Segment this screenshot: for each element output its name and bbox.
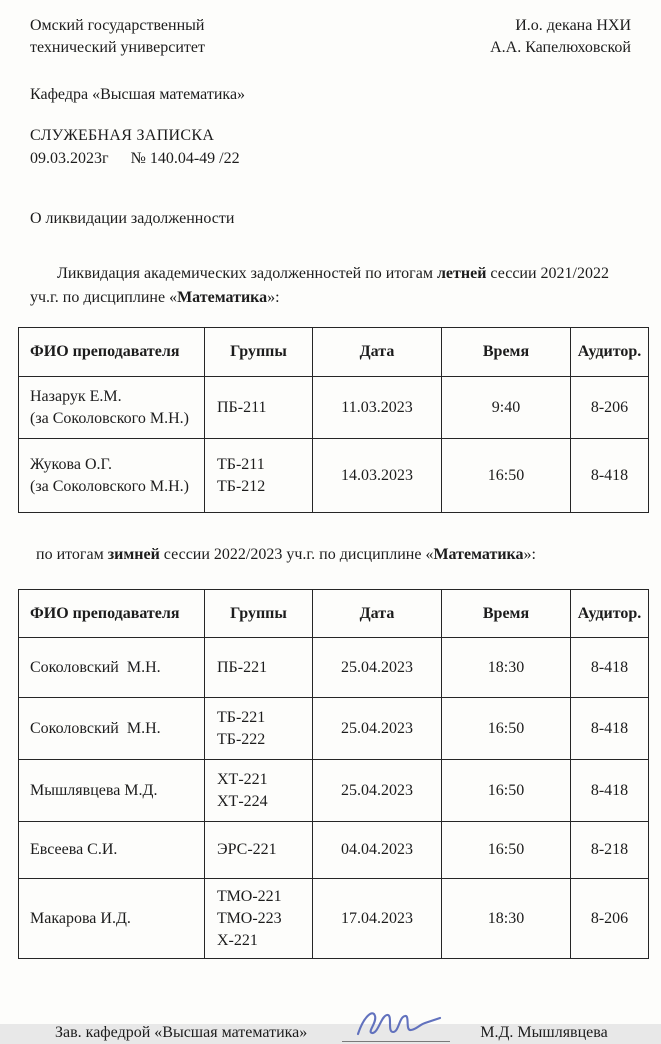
fio-line: (за Соколовского М.Н.) [30,477,189,495]
document-subject: О ликвидации задолженности [30,210,235,227]
group-line: ТМО-221 [217,887,282,905]
cell-groups [205,698,313,760]
cell-room: 8-418 [571,760,649,822]
table-row [19,377,649,439]
summer-session-table [18,327,649,513]
column-header-room: Аудитор. [571,590,649,638]
signature-underline [342,1041,450,1042]
table-row [19,760,649,822]
signer-position-label: Зав. кафедрой «Высшая математика» [55,1024,308,1041]
column-header-groups: Группы [205,328,313,377]
addressee-name: А.А. Капелюховской [490,39,631,56]
addressee-block [490,15,631,59]
org-line1: Омский государственный [30,17,205,34]
table-row [19,879,649,959]
group-line: ПБ-211 [217,398,267,416]
column-header-time: Время [442,328,571,377]
cell-fio [19,760,205,822]
fio-line: Мышлявцева М.Д. [30,781,158,799]
cell-groups [205,439,313,513]
organization-name [30,15,205,59]
intro2-bold-session: зимней [107,546,160,563]
cell-groups [205,377,313,439]
intro1-bold-session: летней [436,265,487,282]
group-line: ЭРС-221 [217,841,277,858]
table-row [19,822,649,879]
group-line: ТБ-221 [217,708,266,726]
signature-block [30,1004,631,1044]
fio-line: Евсеева С.И. [30,841,118,858]
column-header-fio: ФИО преподавателя [19,328,205,377]
intro-paragraph-summer [30,262,631,309]
cell-date: 11.03.2023 [313,377,442,439]
cell-time: 18:30 [442,879,571,959]
intro1-text-end: »: [267,288,280,306]
intro2-text: по итогам [36,546,108,563]
signer-name: М.Д. Мышлявцева [480,1024,608,1041]
department-line: Кафедра «Высшая математика» [30,86,246,103]
intro2-bold-subject: Математика [433,546,524,563]
document-date: 09.03.2023г [30,150,109,167]
intro1-bold-subject: Математика [177,288,268,306]
document-type-title: СЛУЖЕБНАЯ ЗАПИСКА [30,127,215,144]
group-line: ПБ-221 [217,658,268,676]
group-line: ТБ-222 [217,730,266,748]
cell-fio [19,377,205,439]
cell-room: 8-206 [571,879,649,959]
fio-line: Жукова О.Г. [30,455,112,473]
group-line: Х-221 [217,931,258,949]
cell-date: 17.04.2023 [313,879,442,959]
column-header-time: Время [442,590,571,638]
intro1-text-mid: сессии 2021/2022 уч.г. по дисциплине « [30,265,609,306]
cell-date: 14.03.2023 [313,439,442,513]
cell-fio [19,822,205,879]
fio-line: (за Соколовского М.Н.) [30,409,189,427]
column-header-date: Дата [313,590,442,638]
group-line: ТБ-211 [217,455,265,473]
cell-fio [19,698,205,760]
table-row [19,698,649,760]
column-header-date: Дата [313,328,442,377]
intro2-text-mid: сессии 2022/2023 уч.г. по дисциплине « [159,546,434,563]
group-line: ТБ-212 [217,477,266,495]
cell-date: 04.04.2023 [313,822,442,879]
table-row [19,439,649,513]
cell-date: 25.04.2023 [313,638,442,698]
cell-time: 9:40 [442,377,571,439]
cell-room: 8-206 [571,377,649,439]
fio-line: Соколовский М.Н. [30,719,161,737]
cell-groups [205,822,313,879]
cell-time: 16:50 [442,698,571,760]
fio-line: Соколовский М.Н. [30,658,161,676]
cell-room: 8-218 [571,822,649,879]
intro2-text-end: »: [523,546,536,563]
table-header-row [19,328,649,377]
fio-line: Назарук Е.М. [30,387,122,405]
column-header-groups: Группы [205,590,313,638]
document-meta-line [30,148,631,170]
addressee-position: И.о. декана НХИ [515,17,631,34]
group-line: ХТ-224 [217,792,268,810]
cell-fio [19,439,205,513]
cell-date: 25.04.2023 [313,698,442,760]
cell-fio [19,879,205,959]
fio-line: Макарова И.Д. [30,909,131,927]
group-line: ХТ-221 [217,770,268,788]
document-number: № 140.04-49 /22 [130,150,240,167]
table-header-row [19,590,649,638]
winter-session-table [18,589,649,959]
signature-area [342,1004,454,1044]
cell-groups [205,760,313,822]
column-header-room: Аудитор. [571,328,649,377]
cell-room: 8-418 [571,638,649,698]
table-row [19,638,649,698]
cell-fio [19,638,205,698]
cell-time: 16:50 [442,822,571,879]
cell-time: 16:50 [442,439,571,513]
cell-room: 8-418 [571,439,649,513]
cell-room: 8-418 [571,698,649,760]
handwritten-signature-icon [354,1006,442,1040]
group-line: ТМО-223 [217,909,282,927]
cell-time: 18:30 [442,638,571,698]
intro-paragraph-winter [30,544,631,566]
cell-groups [205,638,313,698]
org-line2: технический университет [30,39,205,56]
cell-groups [205,879,313,959]
intro1-text: Ликвидация академических задолженностей по итогам [57,265,437,282]
cell-date: 25.04.2023 [313,760,442,822]
document-header [30,15,631,59]
column-header-fio: ФИО преподавателя [19,590,205,638]
cell-time: 16:50 [442,760,571,822]
